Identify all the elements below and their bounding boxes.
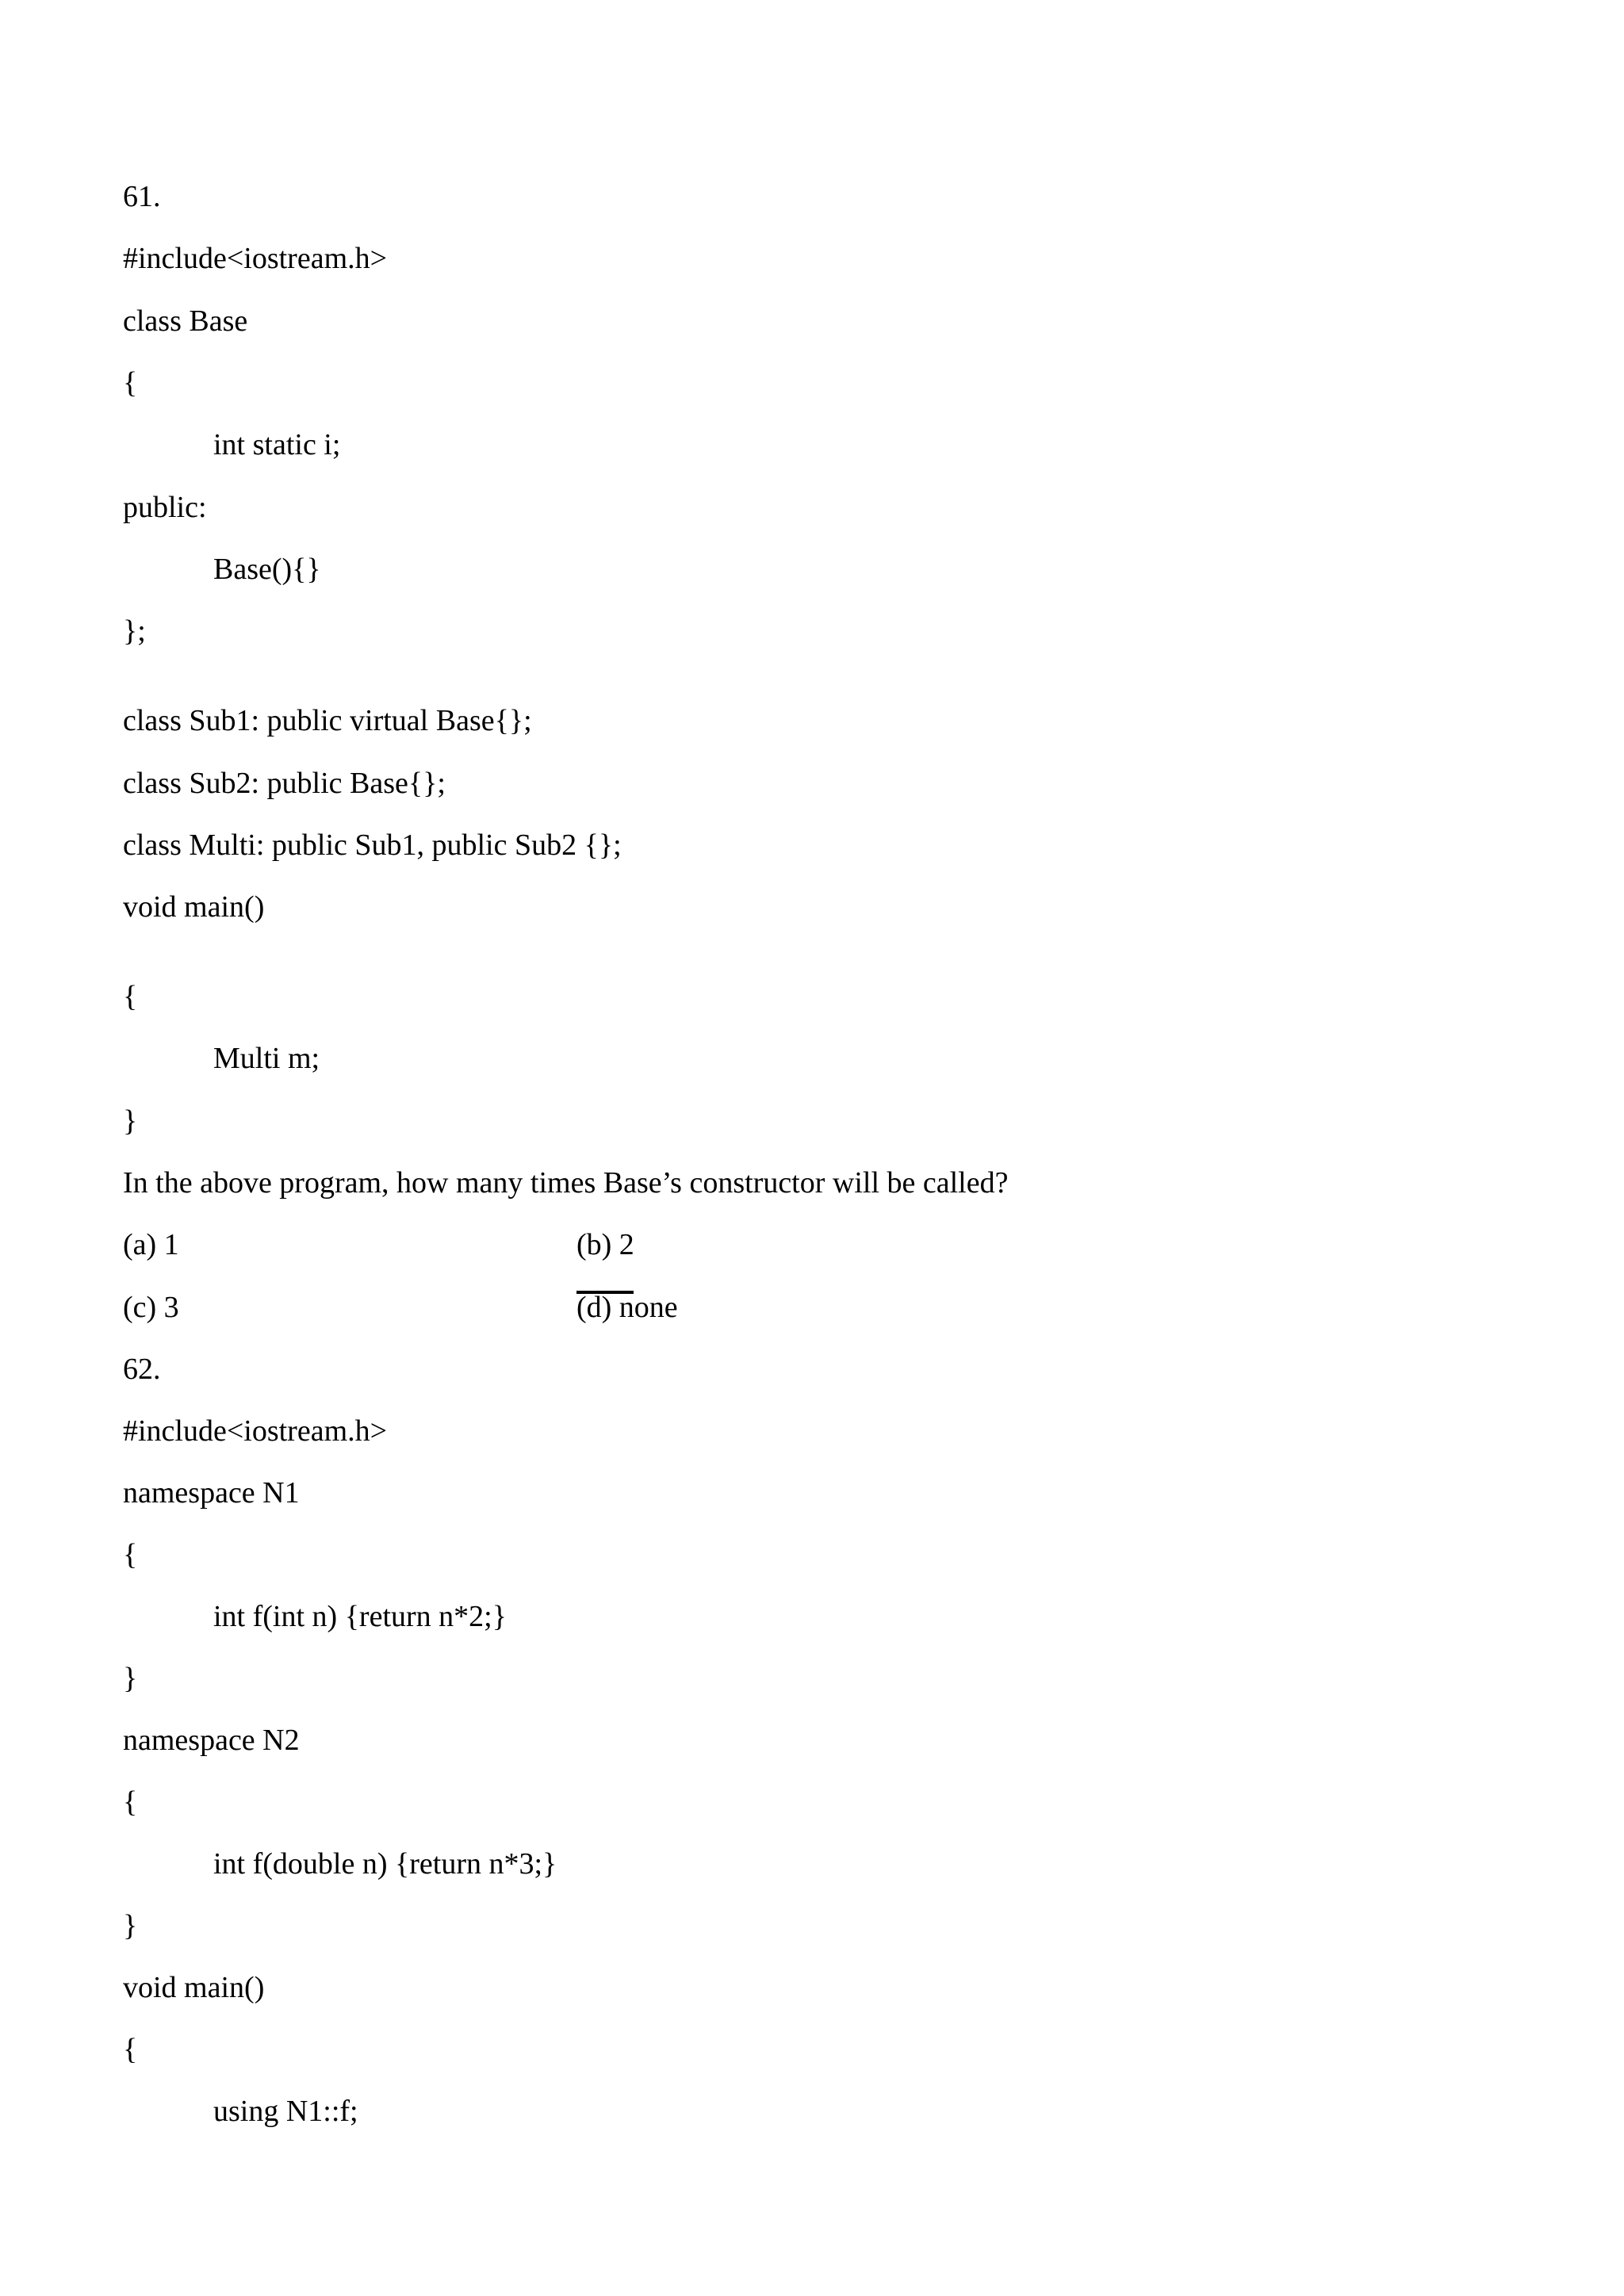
question-text: In the above program, how many times Base’s constructor will be called? xyxy=(123,1166,1009,1200)
code-line: class Multi: public Sub1, public Sub2 {}; xyxy=(123,828,622,862)
code-line: { xyxy=(123,366,138,400)
code-line: #include<iostream.h> xyxy=(123,242,388,275)
code-line: { xyxy=(123,1785,138,1819)
code-line: } xyxy=(123,1104,138,1138)
code-line: void main() xyxy=(123,890,265,924)
code-line: namespace N1 xyxy=(123,1476,300,1510)
code-line: public: xyxy=(123,491,207,524)
code-line: using N1::f; xyxy=(213,2095,358,2128)
option-d: (d) none xyxy=(576,1291,678,1324)
code-line: } xyxy=(123,1909,138,1942)
code-line: { xyxy=(123,980,138,1013)
code-line: { xyxy=(123,2033,138,2066)
code-line: class Sub1: public virtual Base{}; xyxy=(123,704,532,737)
code-line: { xyxy=(123,1538,138,1571)
option-a: (a) 1 xyxy=(123,1228,179,1261)
code-line: void main() xyxy=(123,1971,265,2004)
code-line: class Sub2: public Base{}; xyxy=(123,767,446,800)
option-b: (b) 2 xyxy=(576,1228,634,1261)
code-line: } xyxy=(123,1662,138,1695)
code-line: #include<iostream.h> xyxy=(123,1414,388,1448)
code-line: Multi m; xyxy=(213,1042,320,1075)
code-line: int f(int n) {return n*2;} xyxy=(213,1600,507,1633)
question-number: 62. xyxy=(123,1353,161,1386)
code-line: Base(){} xyxy=(213,553,321,586)
code-line: int f(double n) {return n*3;} xyxy=(213,1847,557,1881)
code-line: namespace N2 xyxy=(123,1724,300,1757)
option-c: (c) 3 xyxy=(123,1291,179,1324)
question-number: 61. xyxy=(123,180,161,213)
code-line: class Base xyxy=(123,304,248,338)
code-line: int static i; xyxy=(213,428,341,461)
code-line: }; xyxy=(123,614,146,648)
